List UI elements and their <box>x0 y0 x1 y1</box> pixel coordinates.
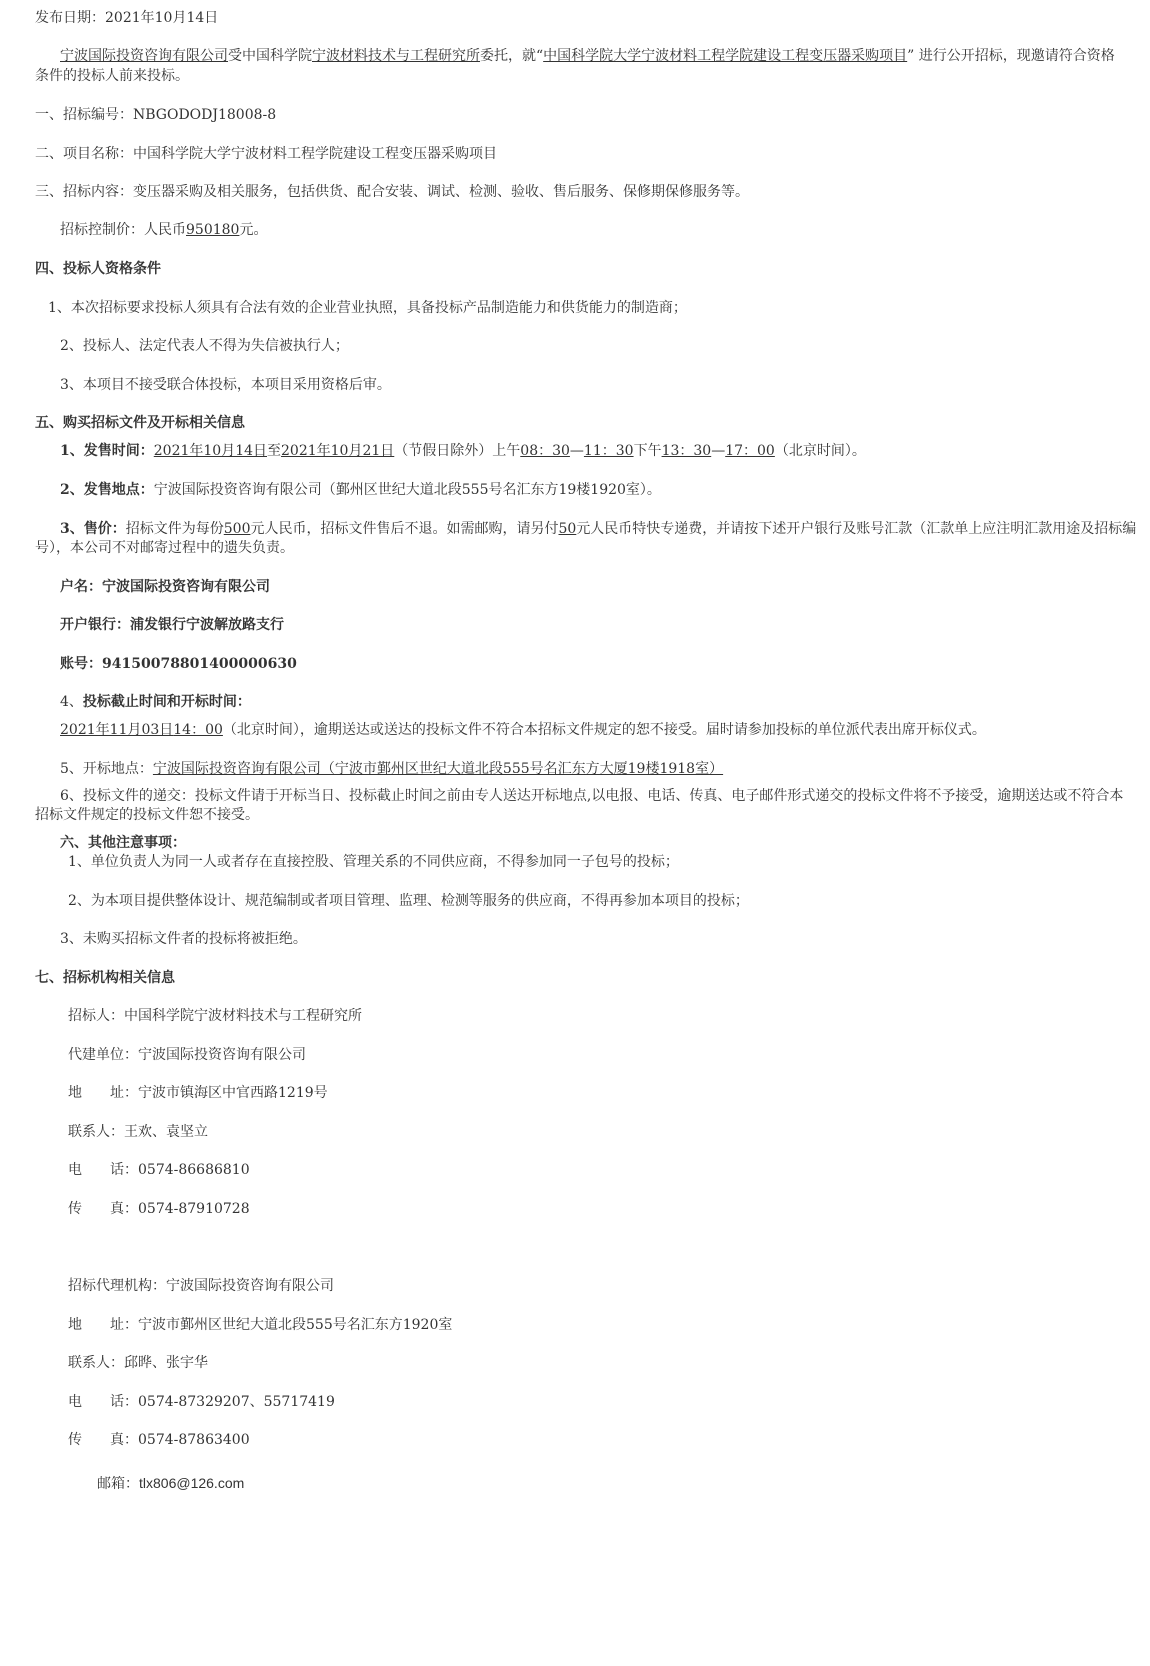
sale-start-date: 2021年10月14日 <box>153 443 268 459</box>
am-end: 11：30 <box>583 443 634 459</box>
agency-address <box>68 1316 1120 1335</box>
tenderer-fax <box>68 1200 1120 1219</box>
opening-place-label: 5、开标地点： <box>60 761 153 777</box>
agency-address-label: 地 址： <box>68 1317 138 1333</box>
sale-place-label: 2、发售地点： <box>60 482 154 498</box>
intro-text-3: ” 进行公开招标，现邀请符合资格 <box>907 48 1115 64</box>
project-name: 二、项目名称：中国科学院大学宁波材料工程学院建设工程变压器采购项目 <box>35 146 497 162</box>
intro-text-2: 委托，就“ <box>480 48 544 64</box>
submit-line-2: 招标文件规定的投标文件恕不接受。 <box>35 807 259 823</box>
doc-fee: 500 <box>223 521 251 537</box>
deadline-time: 14：00 <box>173 722 223 738</box>
sale-place-text: 宁波国际投资咨询有限公司（鄞州区世纪大道北段555号名汇东方19楼1920室）。 <box>153 482 661 498</box>
deadline-num: 4、 <box>60 694 83 710</box>
email-value[interactable]: tlx806@126.com <box>139 1475 245 1491</box>
agency-phone-value: 0574-87329207、55717419 <box>138 1394 335 1410</box>
pm-end: 17：00 <box>725 443 775 459</box>
post-fee: 50 <box>558 521 577 537</box>
agency-link[interactable]: 宁波国际投资咨询有限公司 <box>60 48 228 64</box>
fax-label: 传 真： <box>68 1201 138 1217</box>
tender-content: 三、招标内容：变压器采购及相关服务，包括供货、配合安装、调试、检测、验收、售后服务、保修期保修服务等。 <box>35 184 749 200</box>
builder: 代建单位：宁波国际投资咨询有限公司 <box>68 1047 306 1063</box>
tenderer-address <box>68 1084 1120 1103</box>
sale-text-1: （节假日除外）上午 <box>394 443 521 459</box>
sale-time-label: 1、发售时间： <box>60 443 154 459</box>
fax-value: 0574-87910728 <box>138 1201 250 1217</box>
phone-value: 0574-86686810 <box>138 1162 250 1178</box>
tender-number: 一、招标编号：NBGODODJ18008-8 <box>35 107 277 123</box>
agency-phone <box>68 1393 1120 1412</box>
agency-fax-value: 0574-87863400 <box>138 1432 250 1448</box>
tenderer-contacts: 联系人：王欢、袁坚立 <box>68 1124 208 1140</box>
agency: 招标代理机构：宁波国际投资咨询有限公司 <box>68 1278 334 1294</box>
tenderer: 招标人：中国科学院宁波材料技术与工程研究所 <box>68 1008 362 1024</box>
sale-to: 至 <box>267 443 282 459</box>
s6-item-1: 1、单位负责人为同一人或者存在直接控股、管理关系的不同供应商，不得参加同一子包号的投标； <box>68 854 679 870</box>
price-unit: 元。 <box>239 222 268 238</box>
deadline-text: （北京时间），逾期送达或送达的投标文件不符合本招标文件规定的恕不接受。届时请参加投标的单位派代表出席开标仪式。 <box>222 722 986 738</box>
pm-start: 13：30 <box>661 443 712 459</box>
agency-contacts: 联系人：邱晔、张宇华 <box>68 1355 208 1371</box>
phone-label: 电 话： <box>68 1162 138 1178</box>
project-link[interactable]: 中国科学院大学宁波材料工程学院建设工程变压器采购项目 <box>543 48 908 64</box>
s4-item-2: 2、投标人、法定代表人不得为失信被执行人； <box>60 338 349 354</box>
sale-text-3: （北京时间）。 <box>774 443 866 459</box>
account-name: 户名：宁波国际投资咨询有限公司 <box>60 579 270 595</box>
s6-item-3: 3、未购买招标文件者的投标将被拒绝。 <box>60 931 307 947</box>
deadline-label: 投标截止时间和开标时间： <box>82 694 251 710</box>
intro-line-1 <box>60 47 1120 66</box>
dash-2: — <box>711 443 726 459</box>
bank-name: 开户银行：浦发银行宁波解放路支行 <box>60 617 284 633</box>
agency-fax <box>68 1431 1120 1450</box>
agency-fax-label: 传 真： <box>68 1432 138 1448</box>
am-start: 08：30 <box>520 443 570 459</box>
sale-time <box>60 442 1120 461</box>
agency-address-value: 宁波市鄞州区世纪大道北段555号名汇东方1920室 <box>138 1317 453 1333</box>
agency-email <box>97 1474 1120 1493</box>
sale-end-date: 2021年10月21日 <box>281 443 395 459</box>
s4-item-1: 1、本次招标要求投标人须具有合法有效的企业营业执照，具备投标产品制造能力和供货能力的制造商； <box>48 300 687 316</box>
section-7-heading: 七、招标机构相关信息 <box>35 970 175 986</box>
opening-place-text: 宁波国际投资咨询有限公司（宁波市鄞州区世纪大道北段555号名汇东方大厦19楼1918室） <box>152 761 724 777</box>
account-number: 账号：94150078801400000630 <box>60 656 297 672</box>
price-amount: 950180 <box>186 222 240 238</box>
client-link[interactable]: 宁波材料技术与工程研究所 <box>312 48 480 64</box>
section-5-heading: 五、购买招标文件及开标相关信息 <box>35 415 245 431</box>
dash-1: — <box>569 443 584 459</box>
section-4-heading: 四、投标人资格条件 <box>35 261 161 277</box>
sale-price-text-b: 元人民币，招标文件售后不退。如需邮购，请另付 <box>250 521 559 537</box>
agency-phone-label: 电 话： <box>68 1394 138 1410</box>
address-value: 宁波市镇海区中官西路1219号 <box>138 1085 328 1101</box>
intro-line-2: 条件的投标人前来投标。 <box>35 68 189 84</box>
intro-text-1: 受中国科学院 <box>228 48 312 64</box>
email-label: 邮箱： <box>97 1475 139 1491</box>
deadline-detail <box>60 721 1120 740</box>
sale-price-text-c: 元人民币特快专递费，并请按下述开户银行及账号汇款（汇款单上应注明汇款用途及招标编 <box>576 521 1137 537</box>
opening-place <box>60 760 1120 779</box>
deadline-date: 2021年11月03日 <box>60 722 174 738</box>
section-6-heading: 六、其他注意事项： <box>60 835 186 851</box>
submit-line-1: 6、投标文件的递交：投标文件请于开标当日、投标截止时间之前由专人送达开标地点,以电报、电话、传真、电子邮件形式递交的投标文件将不予接受，逾期送达或不符合本 <box>60 788 1124 804</box>
publish-date: 发布日期：2021年10月14日 <box>35 10 219 26</box>
tenderer-phone <box>68 1161 1120 1180</box>
sale-text-2: 下午 <box>633 443 662 459</box>
deadline-heading <box>60 693 1120 712</box>
sale-price-text-a: 招标文件为每份 <box>125 521 224 537</box>
sale-price-line-2: 号），本公司不对邮寄过程中的遗失负责。 <box>35 540 294 556</box>
sale-price-line-1 <box>60 520 1137 539</box>
s4-item-3: 3、本项目不接受联合体投标，本项目采用资格后审。 <box>60 377 391 393</box>
sale-price-label: 3、售价： <box>60 521 126 537</box>
sale-place <box>60 481 1120 500</box>
s6-item-2: 2、为本项目提供整体设计、规范编制或者项目管理、监理、检测等服务的供应商，不得再参加本项目的投标； <box>68 893 749 909</box>
control-price <box>60 221 1120 240</box>
price-label: 招标控制价：人民币 <box>60 222 186 238</box>
address-label: 地 址： <box>68 1085 138 1101</box>
